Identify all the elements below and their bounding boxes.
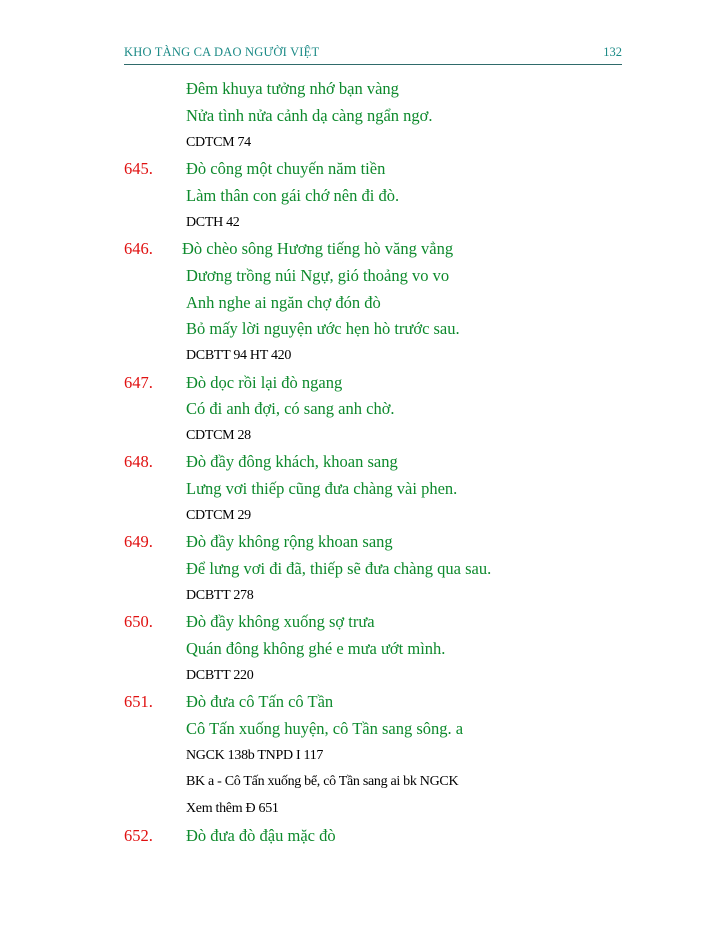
source-reference: NGCK 138b TNPD I 117	[186, 748, 324, 763]
verse-line: Lưng vơi thiếp cũng đưa chàng vài phen.	[186, 479, 458, 498]
poem-number: 649.	[124, 532, 153, 551]
verse-line: Đò đầy không xuống sợ trưa	[186, 612, 375, 631]
poem-number: 652.	[124, 826, 153, 845]
source-reference: DCBTT 220	[186, 668, 254, 683]
page-number: 132	[603, 45, 622, 59]
verse-line: Làm thân con gái chớ nên đi đò.	[186, 186, 400, 205]
verse-line: Đò đầy đông khách, khoan sang	[186, 452, 398, 471]
verse-line: Đêm khuya tưởng nhớ bạn vàng	[186, 79, 399, 98]
source-reference: DCBTT 94 HT 420	[186, 348, 292, 363]
verse-line: Đò đưa cô Tấn cô Tần	[186, 692, 334, 711]
verse-line: Dương trồng núi Ngự, gió thoảng vo vo	[186, 266, 450, 285]
source-reference: CDTCM 29	[186, 508, 251, 523]
source-reference: CDTCM 74	[186, 135, 251, 150]
poem-number: 650.	[124, 612, 153, 631]
poem-number: 645.	[124, 159, 153, 178]
book-title: KHO TÀNG CA DAO NGƯỜI VIỆT	[124, 45, 320, 59]
source-reference: DCBTT 278	[186, 588, 254, 603]
verse-line: Đò dọc rồi lại đò ngang	[186, 373, 343, 392]
poem-number: 648.	[124, 452, 153, 471]
verse-line: Cô Tấn xuống huyện, cô Tần sang sông. a	[186, 719, 464, 738]
source-reference: CDTCM 28	[186, 428, 251, 443]
poem-number: 651.	[124, 692, 153, 711]
verse-line: Nửa tình nửa cảnh dạ càng ngẩn ngơ.	[186, 106, 433, 125]
verse-line: Đò đưa đò đậu mặc đò	[186, 826, 336, 845]
poem-number: 646.	[124, 239, 153, 258]
verse-line: Đò đầy không rộng khoan sang	[186, 532, 393, 551]
verse-line: Đò công một chuyến năm tiền	[186, 159, 386, 178]
verse-line: Bỏ mấy lời nguyện ước hẹn hò trước sau.	[186, 319, 460, 338]
source-reference: Xem thêm Đ 651	[186, 801, 279, 816]
source-reference: BK a - Cô Tấn xuống bể, cô Tần sang ai bk NGCK	[186, 774, 459, 789]
verse-line: Anh nghe ai ngăn chợ đón đò	[186, 293, 381, 312]
page-header	[124, 44, 622, 65]
verse-line: Quán đông không ghé e mưa ướt mình.	[186, 639, 446, 658]
poem-number: 647.	[124, 373, 153, 392]
verse-line: Có đi anh đợi, có sang anh chờ.	[186, 399, 395, 418]
verse-line: Đò chèo sông Hương tiếng hò văng vẳng	[182, 239, 454, 258]
verse-line: Để lưng vơi đi đã, thiếp sẽ đưa chàng qua sau.	[186, 559, 492, 578]
source-reference: DCTH 42	[186, 215, 240, 230]
